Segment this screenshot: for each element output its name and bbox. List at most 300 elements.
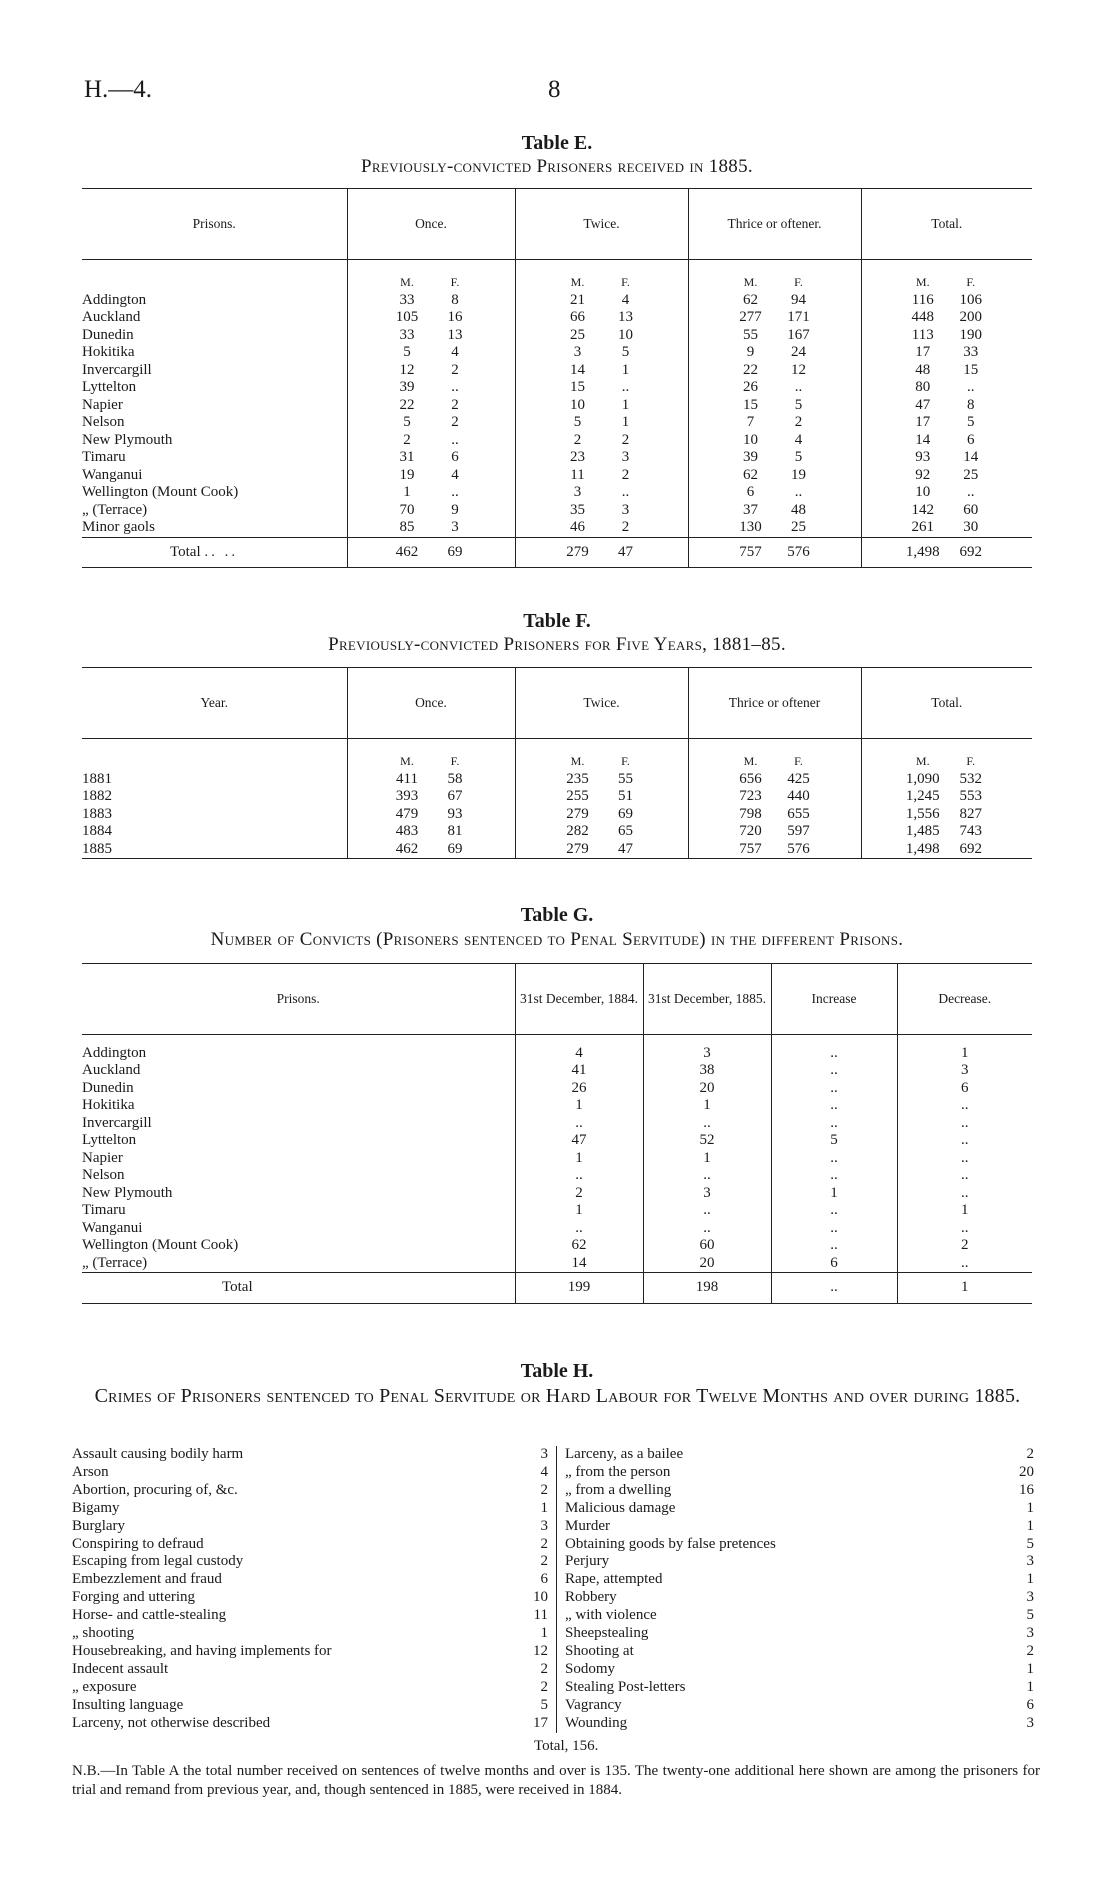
m-label: M. [570, 754, 585, 768]
value-cell [861, 841, 1032, 859]
value-cell [861, 362, 1032, 380]
value-pair [348, 841, 515, 859]
value-cell [347, 788, 515, 806]
value-cell: 20 [643, 1080, 771, 1098]
value-cell [861, 432, 1032, 450]
table-row [82, 327, 1032, 345]
value-pair [862, 309, 1033, 327]
f-label: F. [450, 754, 460, 768]
table-g-header-row [82, 964, 1032, 1035]
crime-row [565, 1553, 1034, 1571]
crime-count: 3 [1026, 1625, 1034, 1642]
table-row [82, 1132, 1032, 1150]
row-label [82, 344, 347, 362]
value-cell [515, 449, 688, 467]
value-cell [688, 449, 861, 467]
value-pair [516, 414, 688, 432]
value-cell: .. [771, 1062, 897, 1080]
value-cell: .. [771, 1097, 897, 1115]
table-row [82, 806, 1032, 824]
crime-row [565, 1643, 1034, 1661]
value-pair [516, 823, 688, 841]
crime-count: 1 [540, 1625, 548, 1642]
value-cell: 2 [897, 1237, 1032, 1255]
table-row [82, 1097, 1032, 1115]
crime-name: Sodomy [565, 1660, 616, 1677]
table_f-mf-cell [515, 739, 688, 771]
value-pair [689, 327, 861, 345]
table-e [82, 188, 1032, 568]
row-name: Wanganui [82, 466, 143, 483]
female-value: 4 [794, 431, 803, 448]
value-cell [347, 449, 515, 467]
m-label: M. [743, 275, 758, 289]
value-cell [688, 806, 861, 824]
male-value: 1,498 [905, 840, 940, 857]
crime-count: 3 [1026, 1553, 1034, 1570]
female-value: 532 [959, 770, 982, 787]
spacer-cell [515, 1035, 643, 1045]
table-row [82, 1255, 1032, 1273]
value-pair [862, 806, 1033, 824]
female-value: 13 [447, 326, 463, 343]
value-cell: 1 [643, 1097, 771, 1115]
crime-row [72, 1553, 548, 1571]
value-pair [689, 449, 861, 467]
row-label [82, 397, 347, 415]
table-row [82, 1185, 1032, 1203]
value-pair [689, 344, 861, 362]
value-cell: .. [771, 1202, 897, 1220]
male-value: 1,090 [905, 770, 940, 787]
crime-row [565, 1607, 1034, 1625]
value-pair [862, 362, 1033, 380]
crime-name: Robbery [565, 1589, 617, 1606]
female-value: 13 [618, 309, 633, 325]
value-cell: 3 [643, 1045, 771, 1063]
value-pair [689, 362, 861, 380]
row-name: Nelson [82, 1167, 125, 1183]
value-pair [516, 771, 688, 789]
crime-count: 1 [1026, 1499, 1034, 1516]
value-pair [348, 414, 515, 432]
value-cell: 60 [643, 1237, 771, 1255]
row-name: Addington [82, 291, 147, 308]
mf-pair [689, 753, 861, 771]
male-value: 1,498 [905, 543, 940, 560]
table_g-header-1: 31st December, 1884. [515, 964, 643, 1035]
table_f-mf-cell [688, 739, 861, 771]
row-label [82, 1185, 515, 1203]
female-value: 25 [963, 466, 979, 483]
male-value: 15 [570, 379, 585, 395]
male-value: 261 [911, 519, 934, 535]
crime-count: 3 [540, 1517, 548, 1534]
value-cell [347, 484, 515, 502]
value-cell [515, 309, 688, 327]
value-pair [862, 823, 1033, 841]
table-row [82, 771, 1032, 789]
row-name: „ (Terrace) [82, 501, 148, 518]
value-cell [515, 823, 688, 841]
male-value: 462 [395, 543, 419, 560]
value-pair [862, 397, 1033, 415]
value-pair [689, 292, 861, 310]
row-label [82, 519, 347, 537]
crime-name: Wounding [565, 1714, 628, 1731]
crime-name: Conspiring to defraud [72, 1535, 204, 1552]
crime-count: 17 [533, 1714, 548, 1731]
value-cell [347, 537, 515, 568]
table-f-body [82, 739, 1032, 859]
value-cell: 2 [515, 1185, 643, 1203]
table-e-subtitle: Previously-convicted Prisoners received in 1885. [361, 156, 753, 177]
crime-row [72, 1643, 548, 1661]
female-value: 65 [618, 823, 633, 839]
crime-count: 6 [1026, 1696, 1034, 1713]
crime-count: 1 [540, 1499, 548, 1516]
value-cell: .. [643, 1202, 771, 1220]
value-pair [348, 806, 515, 824]
value-cell [347, 502, 515, 520]
value-cell: .. [771, 1045, 897, 1063]
crime-name: Bigamy [72, 1499, 120, 1516]
value-cell: 1 [515, 1202, 643, 1220]
value-cell: .. [897, 1115, 1032, 1133]
crime-count: 1 [1026, 1660, 1034, 1677]
f-label: F. [450, 275, 460, 289]
crime-name: Abortion, procuring of, &c. [72, 1481, 238, 1498]
value-cell: .. [897, 1097, 1032, 1115]
table-e-body [82, 260, 1032, 568]
female-value: 93 [447, 805, 463, 822]
m-label: M. [570, 275, 585, 289]
table_f-header-1: Once. [347, 668, 515, 739]
row-name: Addington [82, 1044, 147, 1061]
value-pair [516, 397, 688, 415]
value-pair [516, 449, 688, 467]
value-cell: 1 [771, 1185, 897, 1203]
crime-row [72, 1697, 548, 1715]
crime-name: Shooting at [565, 1642, 634, 1659]
value-cell [515, 502, 688, 520]
crime-count: 2 [540, 1535, 548, 1552]
female-value: 167 [787, 326, 810, 343]
value-cell [861, 414, 1032, 432]
value-cell [347, 771, 515, 789]
male-value: 23 [570, 449, 585, 465]
f-label: F. [966, 754, 976, 768]
female-value: 60 [963, 501, 979, 518]
male-value: 1,485 [905, 823, 940, 839]
value-cell: 41 [515, 1062, 643, 1080]
table-row [82, 788, 1032, 806]
value-cell [688, 379, 861, 397]
female-value: 55 [618, 770, 633, 787]
value-pair [516, 484, 688, 502]
row-label [82, 537, 347, 568]
table-row [82, 449, 1032, 467]
table_e-header-2: Twice. [515, 189, 688, 260]
crime-row [72, 1500, 548, 1518]
table-row [82, 823, 1032, 841]
row-name: 1885 [82, 840, 112, 857]
value-pair [862, 449, 1033, 467]
table-row [82, 1045, 1032, 1063]
female-value: 1 [621, 396, 630, 413]
male-value: 1,245 [905, 788, 940, 804]
male-value: 10 [915, 484, 931, 500]
value-pair [348, 788, 515, 806]
value-cell [347, 519, 515, 537]
crime-row [565, 1500, 1034, 1518]
value-pair [862, 544, 1033, 562]
crime-count: 12 [533, 1642, 548, 1659]
value-cell: 1 [897, 1202, 1032, 1220]
female-value: .. [621, 379, 630, 395]
table_e-mf-row [82, 260, 1032, 292]
female-value: 743 [959, 823, 982, 839]
value-cell [347, 379, 515, 397]
row-name: Auckland [82, 309, 141, 325]
value-pair [862, 467, 1033, 485]
crime-count: 2 [1026, 1642, 1034, 1659]
crime-name: Rape, attempted [565, 1571, 663, 1588]
value-cell: .. [897, 1167, 1032, 1185]
row-name: Invercargill [82, 361, 152, 378]
value-pair [348, 771, 515, 789]
female-value: .. [451, 431, 459, 448]
crime-count: 3 [1026, 1714, 1034, 1731]
value-pair [516, 544, 688, 562]
row-label [82, 1045, 515, 1063]
value-cell [515, 327, 688, 345]
value-cell: .. [643, 1220, 771, 1238]
value-cell [515, 771, 688, 789]
table-f-title: Table F. [523, 610, 591, 632]
female-value: 2 [451, 396, 459, 413]
value-cell: .. [897, 1132, 1032, 1150]
value-cell: 199 [515, 1273, 643, 1304]
crime-name: „ shooting [72, 1625, 135, 1642]
table-row [82, 362, 1032, 380]
female-value: 25 [791, 519, 806, 535]
value-pair [689, 806, 861, 824]
value-cell: .. [643, 1115, 771, 1133]
table_e-mf-cell [688, 260, 861, 292]
male-value: 448 [911, 309, 934, 325]
crimes-left-column [72, 1446, 557, 1733]
value-cell: .. [771, 1220, 897, 1238]
value-cell: .. [771, 1150, 897, 1168]
table_e-header-4: Total. [861, 189, 1032, 260]
value-cell [861, 309, 1032, 327]
female-value: .. [451, 379, 459, 395]
value-pair [348, 344, 515, 362]
male-value: 22 [399, 396, 415, 413]
female-value: 553 [959, 788, 982, 804]
crime-count: 2 [540, 1660, 548, 1677]
value-cell [515, 467, 688, 485]
female-value: 2 [451, 361, 459, 378]
table_f-mf-cell [861, 739, 1032, 771]
male-value: 5 [403, 344, 411, 360]
document-reference: H.—4. [84, 76, 153, 103]
female-value: 5 [967, 414, 975, 430]
value-cell [861, 771, 1032, 789]
female-value: 3 [621, 449, 630, 465]
male-value: 12 [399, 361, 415, 378]
value-cell: 6 [897, 1080, 1032, 1098]
row-name: 1881 [82, 770, 112, 787]
female-value: 19 [791, 466, 806, 483]
female-value: 827 [959, 805, 982, 822]
male-value: 393 [395, 788, 419, 804]
value-cell [515, 379, 688, 397]
male-value: 1 [403, 484, 411, 500]
value-cell: 62 [515, 1237, 643, 1255]
female-value: 6 [967, 431, 975, 448]
table_f-mf-blank [82, 739, 347, 771]
value-cell [688, 502, 861, 520]
value-pair [516, 432, 688, 450]
value-cell [688, 397, 861, 415]
crime-name: Burglary [72, 1517, 126, 1534]
male-value: 62 [743, 291, 758, 308]
table-row [82, 467, 1032, 485]
value-cell [688, 467, 861, 485]
value-cell [347, 327, 515, 345]
value-cell: 1 [897, 1045, 1032, 1063]
value-pair [862, 771, 1033, 789]
row-name: 1884 [82, 823, 112, 839]
value-pair [348, 432, 515, 450]
male-value: 255 [566, 788, 589, 804]
table_f-mf-row [82, 739, 1032, 771]
table-row [82, 1237, 1032, 1255]
value-cell [861, 467, 1032, 485]
value-cell: 1 [515, 1150, 643, 1168]
value-pair [516, 379, 688, 397]
value-pair [516, 502, 688, 520]
value-pair [348, 309, 515, 327]
crime-name: „ from a dwelling [565, 1481, 672, 1498]
male-value: 9 [746, 344, 755, 360]
table-row [82, 1115, 1032, 1133]
value-pair [516, 841, 688, 859]
crime-row [72, 1679, 548, 1697]
value-pair [689, 309, 861, 327]
table-row [82, 1150, 1032, 1168]
row-name: Hokitika [82, 1097, 135, 1113]
value-pair [862, 432, 1033, 450]
value-cell [688, 362, 861, 380]
crime-count: 4 [540, 1463, 548, 1480]
value-cell [347, 467, 515, 485]
table_f-header-4: Total. [861, 668, 1032, 739]
crime-name: Sheepstealing [565, 1625, 649, 1642]
female-value: 2 [621, 519, 630, 535]
row-name: 1883 [82, 805, 112, 822]
female-value: 69 [447, 543, 463, 560]
crime-count: 5 [1026, 1607, 1034, 1624]
value-pair [516, 292, 688, 310]
value-pair [348, 823, 515, 841]
crime-count: 5 [1026, 1535, 1034, 1552]
row-name: New Plymouth [82, 1184, 173, 1201]
row-label [82, 1132, 515, 1150]
value-cell: .. [897, 1185, 1032, 1203]
value-cell [688, 771, 861, 789]
female-value: 10 [618, 326, 633, 343]
male-value: 411 [396, 770, 418, 787]
value-cell [347, 841, 515, 859]
male-value: 462 [395, 840, 419, 857]
row-name: Timaru [82, 449, 126, 465]
value-cell: .. [897, 1150, 1032, 1168]
value-cell [347, 806, 515, 824]
value-cell: 3 [643, 1185, 771, 1203]
female-value: 200 [959, 309, 982, 325]
spacer-cell [897, 1035, 1032, 1045]
value-pair [862, 414, 1033, 432]
row-label [82, 806, 347, 824]
table-row [82, 502, 1032, 520]
value-cell [347, 823, 515, 841]
crime-name: Escaping from legal custody [72, 1553, 244, 1570]
row-label [82, 841, 347, 859]
female-value: 576 [787, 543, 810, 560]
row-label [82, 292, 347, 310]
value-pair [689, 397, 861, 415]
male-value: 3 [573, 484, 582, 500]
male-value: 113 [911, 326, 934, 343]
crime-row [72, 1589, 548, 1607]
value-cell [861, 484, 1032, 502]
value-pair [862, 327, 1033, 345]
value-cell [688, 414, 861, 432]
female-value: 5 [794, 449, 803, 465]
table_e-mf-blank [82, 260, 347, 292]
table-h-total: Total, 156. [534, 1738, 599, 1754]
row-name: Timaru [82, 1202, 126, 1218]
value-pair [348, 502, 515, 520]
crime-count: 20 [1019, 1463, 1034, 1480]
table-row [82, 414, 1032, 432]
female-value: 597 [787, 823, 810, 839]
table_e-mf-cell [515, 260, 688, 292]
row-name: Invercargill [82, 1114, 152, 1131]
value-cell [861, 823, 1032, 841]
table_e-header-0: Prisons. [82, 189, 347, 260]
value-cell [861, 327, 1032, 345]
female-value: 3 [621, 501, 630, 518]
value-cell [515, 484, 688, 502]
mf-pair [862, 274, 1033, 292]
f-label: F. [966, 275, 976, 289]
row-label [82, 788, 347, 806]
crime-name: Indecent assault [72, 1660, 169, 1677]
male-value: 21 [570, 291, 585, 308]
row-name: Total [170, 543, 201, 560]
row-label [82, 309, 347, 327]
row-label [82, 1237, 515, 1255]
value-cell [688, 484, 861, 502]
row-label [82, 1150, 515, 1168]
crime-name: „ with violence [565, 1607, 657, 1624]
m-label: M. [915, 275, 930, 289]
spacer-cell [643, 1035, 771, 1045]
